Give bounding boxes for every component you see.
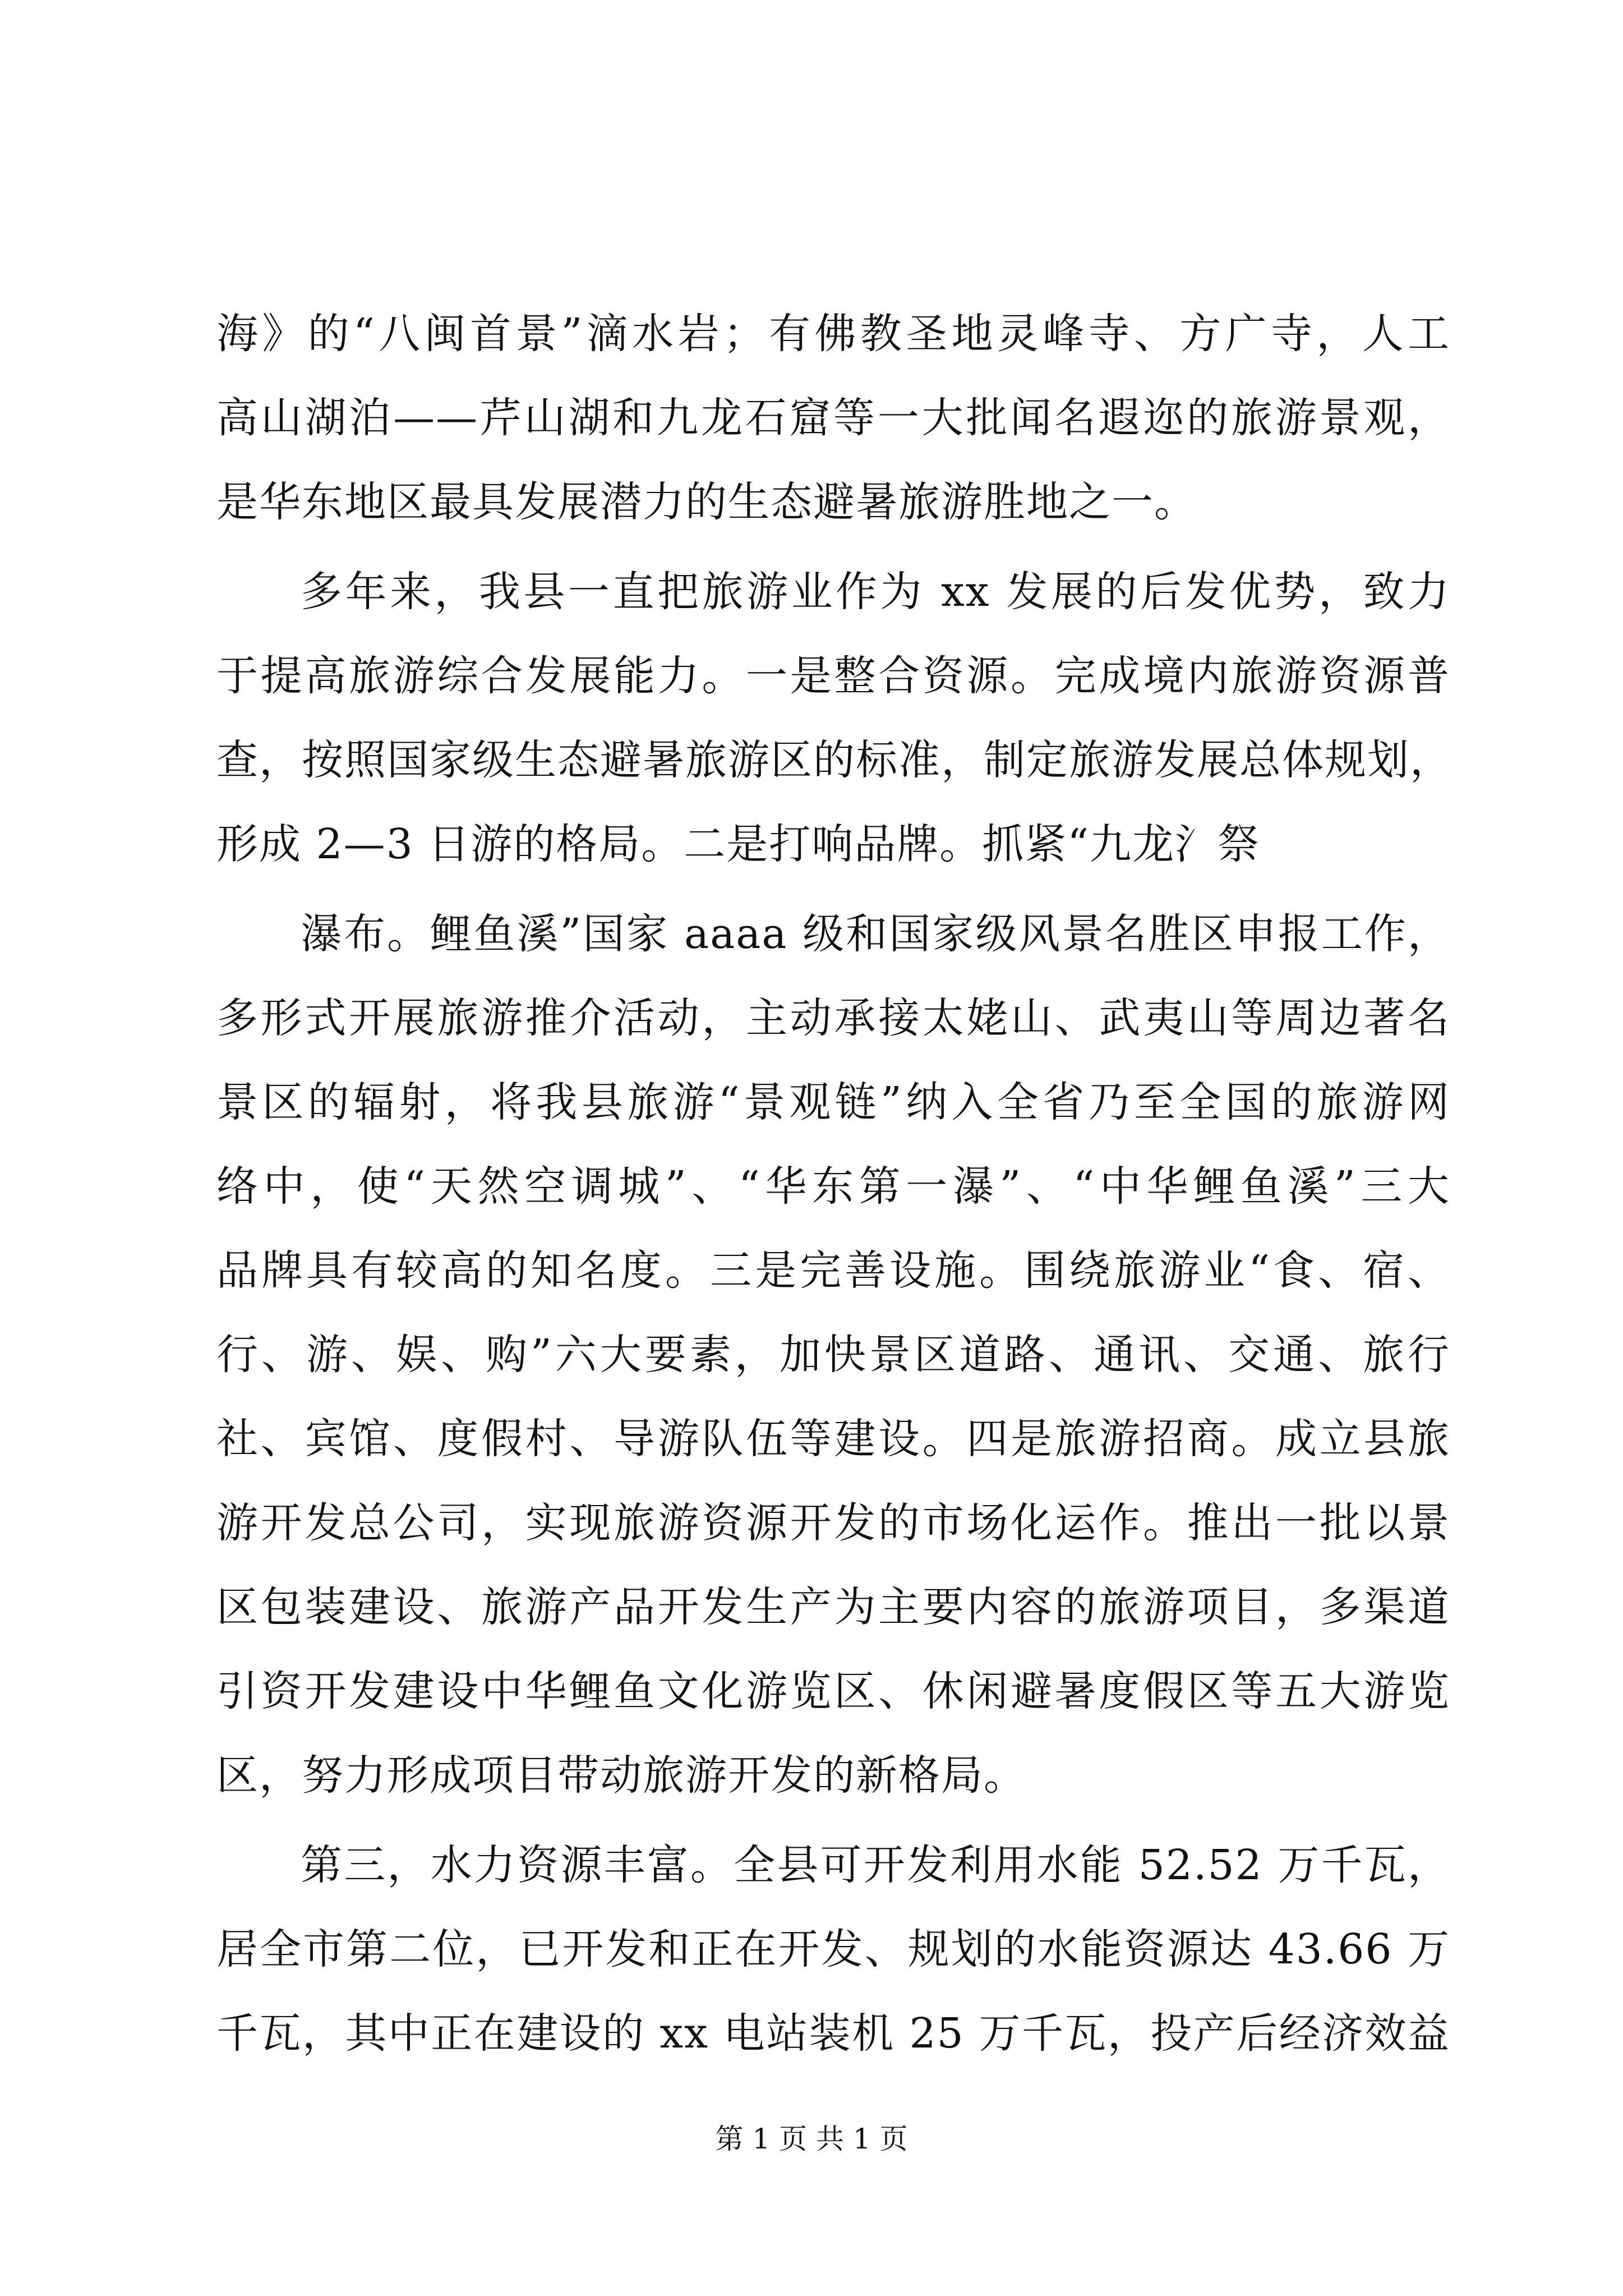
text-line: 海》的“八闽首景”滴水岩；有佛教圣地灵峰寺、方广寺，人工 [216, 310, 1450, 358]
text-line: 居全市第二位，已开发和正在开发、规划的水能资源达 43.66 万 [216, 1925, 1450, 1973]
text-line: 品牌具有较高的知名度。三是完善设施。围绕旅游业“食、宿、 [216, 1246, 1450, 1295]
text-line: 社、宾馆、度假村、导游队伍等建设。四是旅游招商。成立县旅 [216, 1415, 1450, 1463]
text-line: 是华东地区最具发展潜力的生态避暑旅游胜地之一。 [216, 478, 1197, 526]
text-line: 于提高旅游综合发展能力。一是整合资源。完成境内旅游资源普 [216, 652, 1450, 700]
text-line: 景区的辐射，将我县旅游“景观链”纳入全省乃至全国的旅游网 [216, 1078, 1450, 1126]
text-line: 查，按照国家级生态避暑旅游区的标准，制定旅游发展总体规划， [216, 736, 1453, 784]
text-line: 千瓦，其中正在建设的 xx 电站装机 25 万千瓦，投产后经济效益 [216, 2009, 1450, 2058]
text-line: 高山湖泊——芹山湖和九龙石窟等一大批闻名遐迩的旅游景观， [216, 394, 1450, 442]
text-line: 游开发总公司，实现旅游资源开发的市场化运作。推出一批以景 [216, 1499, 1450, 1547]
text-line: 多形式开展旅游推介活动，主动承接太姥山、武夷山等周边著名 [216, 994, 1450, 1042]
text-line: 形成 2—3 日游的格局。二是打响品牌。抓紧“九龙氵祭 [216, 820, 1261, 868]
text-line: 区包装建设、旅游产品开发生产为主要内容的旅游项目，多渠道 [216, 1583, 1450, 1631]
text-line: 区，努力形成项目带动旅游开发的新格局。 [216, 1751, 1026, 1800]
text-line: 行、游、娱、购”六大要素，加快景区道路、通讯、交通、旅行 [216, 1331, 1450, 1379]
paragraph-first-line: 第三，水力资源丰富。全县可开发利用水能 52.52 万千瓦， [301, 1841, 1450, 1889]
text-line: 引资开发建设中华鲤鱼文化游览区、休闲避暑度假区等五大游览 [216, 1667, 1450, 1715]
paragraph-first-line: 瀑布。鲤鱼溪”国家 aaaa 级和国家级风景名胜区申报工作， [301, 910, 1450, 958]
paragraph-first-line: 多年来，我县一直把旅游业作为 xx 发展的后发优势，致力 [301, 568, 1450, 616]
text-line: 络中，使“天然空调城”、“华东第一瀑”、“中华鲤鱼溪”三大 [216, 1162, 1450, 1211]
page-footer: 第 1 页 共 1 页 [715, 2123, 908, 2155]
